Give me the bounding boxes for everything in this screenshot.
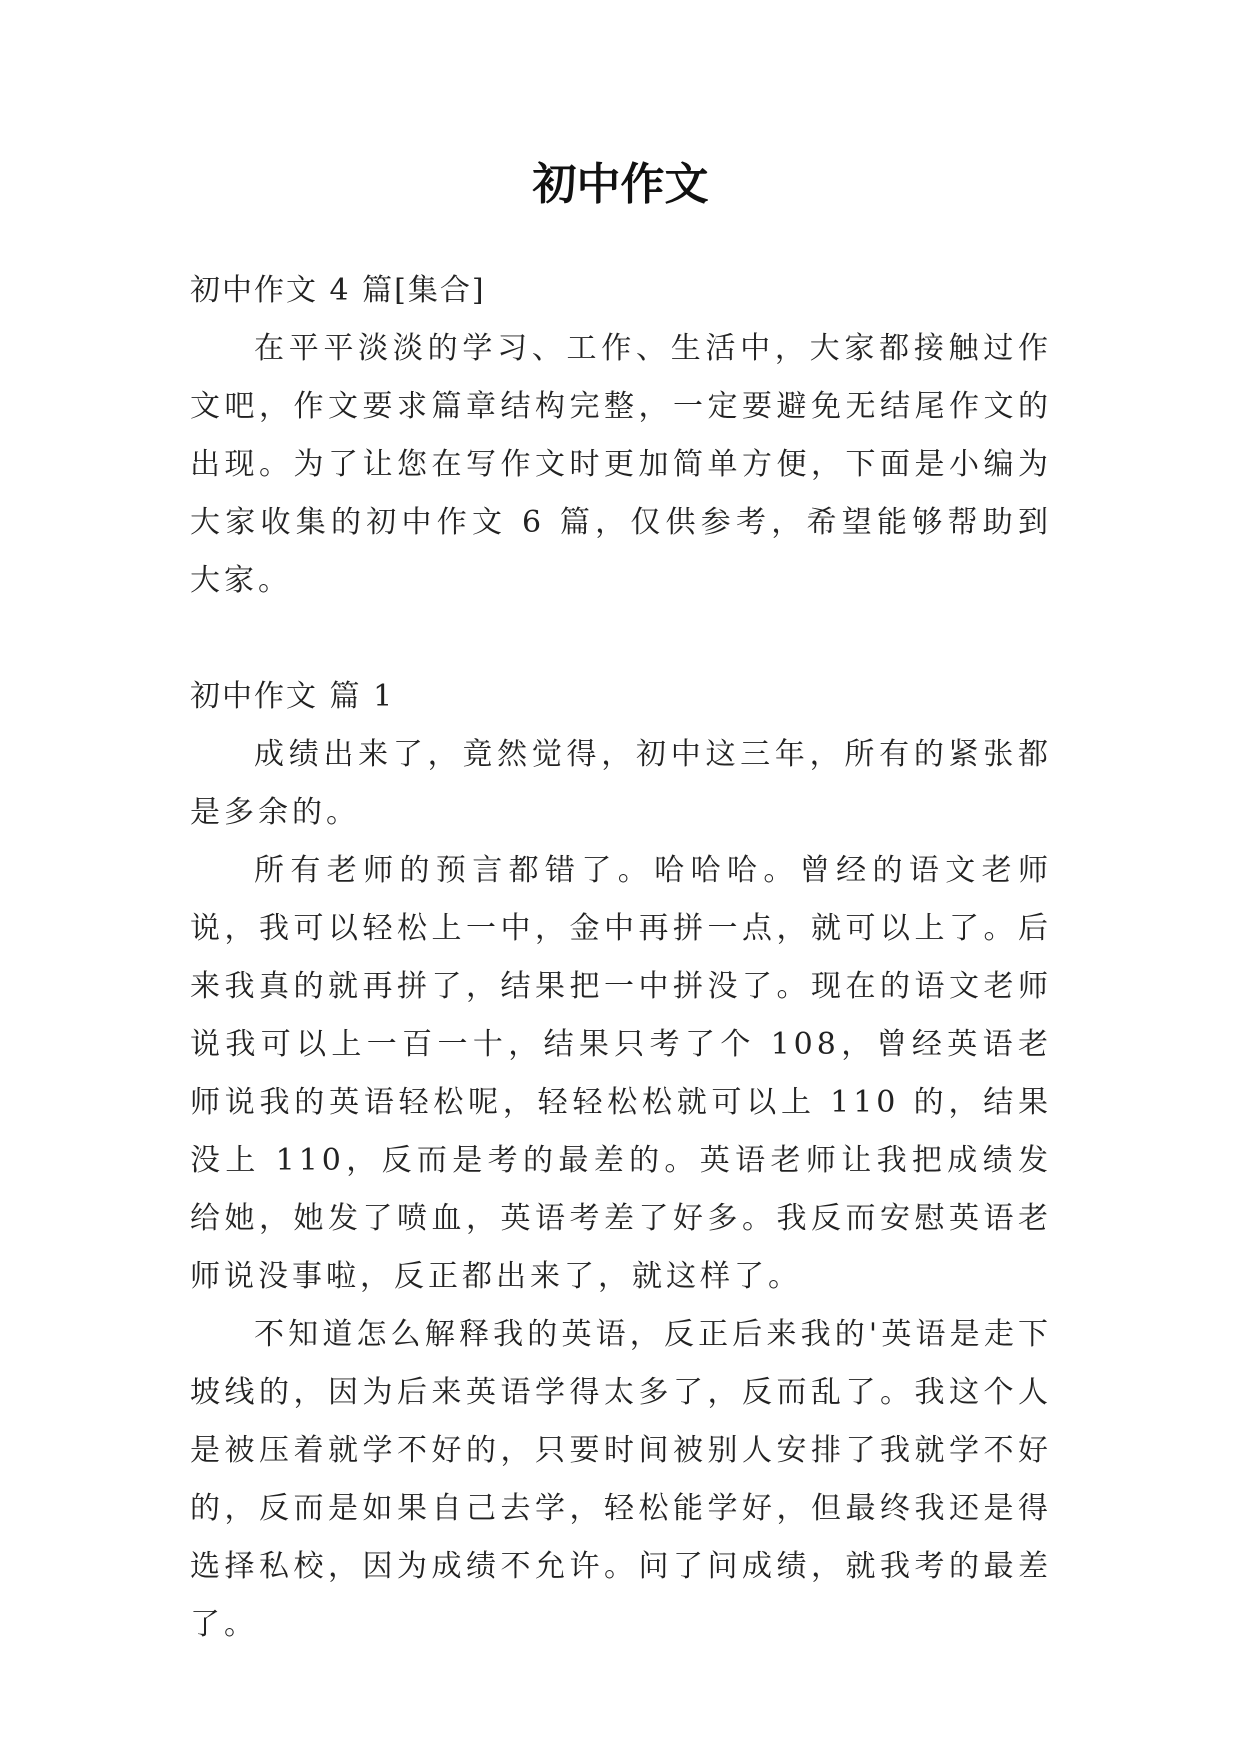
body-paragraph: 不知道怎么解释我的英语，反正后来我的'英语是走下坡线的，因为后来英语学得太多了，反而乱了。我这个人是被压着就学不好的，只要时间被别人安排了我就学不好的，反而是如果自己去学，轻松能学好，但最终我还是得选择私校，因为成绩不允许。问了问成绩，就我考的最差了。 [190,1317,1052,1642]
section-heading: 初中作文 篇 1 [190,679,395,714]
intro-paragraph: 在平平淡淡的学习、工作、生活中，大家都接触过作文吧，作文要求篇章结构完整，一定要避免无结尾作文的出现。为了让您在写作文时更加简单方便，下面是小编为大家收集的初中作文 6 篇，仅供参考，希望能够帮助到大家。 [190,331,1052,598]
document-body [190,262,1052,1654]
body-paragraph: 所有老师的预言都错了。哈哈哈。曾经的语文老师说，我可以轻松上一中，金中再拼一点，就可以上了。后来我真的就再拼了，结果把一中拼没了。现在的语文老师说我可以上一百一十，结果只考了个 108，曾经英语老师说我的英语轻松呢，轻轻松松就可以上 110 的，结果没上 110，反而是考的最差的。英语老师让我把成绩发给她，她发了喷血，英语考差了好多。我反而安慰英语老师说没事啦，反正都出来了，就这样了。 [190,853,1052,1294]
body-paragraph: 成绩出来了，竟然觉得，初中这三年，所有的紧张都是多余的。 [190,737,1052,830]
section-spacer [190,610,1052,668]
document-title: 初中作文 [532,159,709,210]
collection-subtitle: 初中作文 4 篇[集合] [190,273,486,308]
